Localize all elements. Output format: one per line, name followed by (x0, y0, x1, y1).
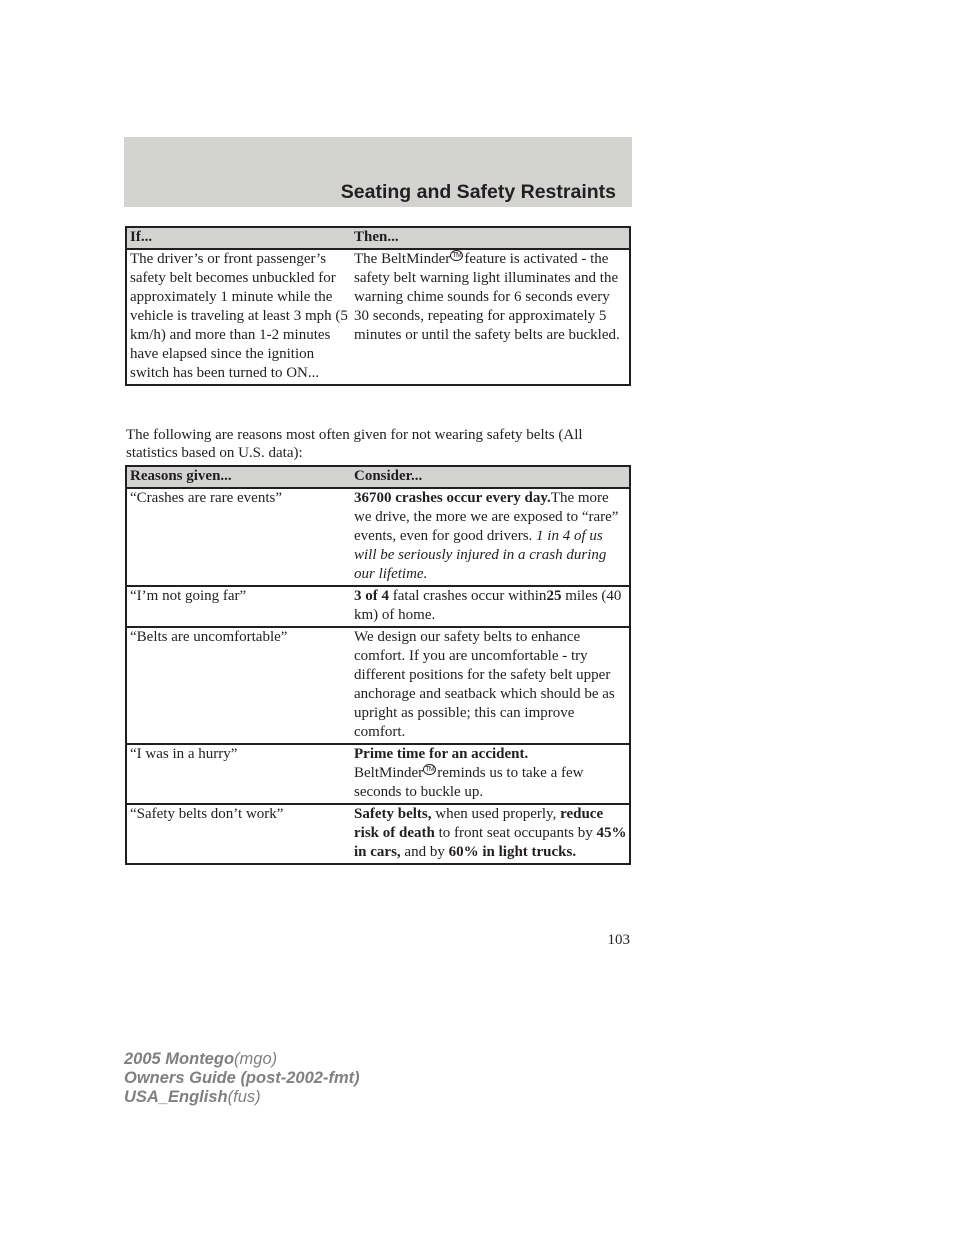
consider-cell (351, 804, 630, 864)
consider-cell: We design our safety belts to enhance comfort. If you are uncomfortable - try different positions for the safety belt upper anchorage and seatback which should be as upright as possible; this can improve comfort. (351, 627, 630, 744)
consider-bold: 60% in light trucks. (448, 844, 577, 860)
consider-text: The more we drive, the more we are exposed to “rare” events, even for good drivers. (354, 490, 619, 544)
footer-language: USA_English (124, 1088, 228, 1106)
consider-text: to front seat occupants by (438, 825, 593, 841)
trademark-icon: TM (425, 766, 435, 773)
intro-paragraph: The following are reasons most often given for not wearing safety belts (All statistics based on U.S. data): (126, 427, 583, 461)
column-header-reasons: Reasons given... (126, 466, 351, 488)
reasons-table (125, 465, 631, 865)
reason-cell: “Crashes are rare events” (126, 488, 351, 586)
result-text-a: The BeltMinder (354, 251, 451, 267)
consider-cell (351, 488, 630, 586)
reason-cell: “Belts are uncomfortable” (126, 627, 351, 744)
beltminder-table (125, 226, 631, 386)
column-header-if: If... (126, 227, 351, 249)
table-row (126, 804, 630, 864)
consider-bold: Prime time for an accident. (354, 746, 529, 762)
consider-text: when used properly, (435, 806, 557, 822)
table-row (126, 744, 630, 804)
footer-line-guide (124, 1069, 360, 1088)
consider-cell (351, 744, 630, 804)
consider-italic: 1 in 4 of us will be seriously injured in a crash during our lifetime. (354, 528, 607, 582)
column-header-then: Then... (351, 227, 630, 249)
footer-model-code: (mgo) (234, 1050, 278, 1068)
table-header-row (126, 466, 630, 488)
consider-text: and by (404, 844, 445, 860)
consider-bold: 25 (546, 588, 562, 604)
consider-text: miles (40 km) of home. (354, 588, 622, 623)
section-title: Seating and Safety Restraints (340, 181, 616, 203)
section-header-band (124, 137, 632, 207)
footer-line-language (124, 1088, 360, 1107)
table-row (126, 249, 630, 385)
table-row (126, 627, 630, 744)
table-row (126, 586, 630, 627)
consider-text: reminds us to take a few seconds to buckle up. (354, 765, 584, 800)
consider-bold: 3 of 4 (354, 588, 389, 604)
condition-cell: The driver’s or front passenger’s safety belt becomes unbuckled for approximately 1 minute while the vehicle is traveling at least 3 mph (5 km/h) and more than 1-2 minutes have elapsed since the ignition switch has been turned to ON... (126, 249, 351, 385)
trademark-icon: TM (452, 252, 462, 259)
reason-cell: “I was in a hurry” (126, 744, 351, 804)
page-number: 103 (607, 932, 630, 948)
footer-language-code: (fus) (227, 1088, 261, 1106)
consider-bold: 45% in cars, (354, 825, 627, 860)
consider-text: fatal crashes occur within (392, 588, 547, 604)
document-footer (124, 1050, 360, 1107)
result-cell (351, 249, 630, 385)
consider-bold: Safety belts, (354, 806, 432, 822)
consider-cell (351, 586, 630, 627)
consider-text: BeltMinder (354, 765, 424, 781)
reason-cell: “Safety belts don’t work” (126, 804, 351, 864)
consider-bold: 36700 crashes occur every day. (354, 490, 551, 506)
footer-line-model (124, 1050, 360, 1069)
column-header-consider: Consider... (351, 466, 630, 488)
result-text-b: feature is activated - the safety belt warning light illuminates and the warning chime sounds for 6 seconds every 30 seconds, repeating for approximately 5 minutes or until the safety belts are buckled. (354, 251, 620, 343)
table-row (126, 488, 630, 586)
table-header-row (126, 227, 630, 249)
footer-model: 2005 Montego (124, 1050, 235, 1068)
footer-guide: Owners Guide (post-2002-fmt) (124, 1069, 360, 1087)
consider-bold: reduce risk of death (354, 806, 604, 841)
reason-cell: “I’m not going far” (126, 586, 351, 627)
